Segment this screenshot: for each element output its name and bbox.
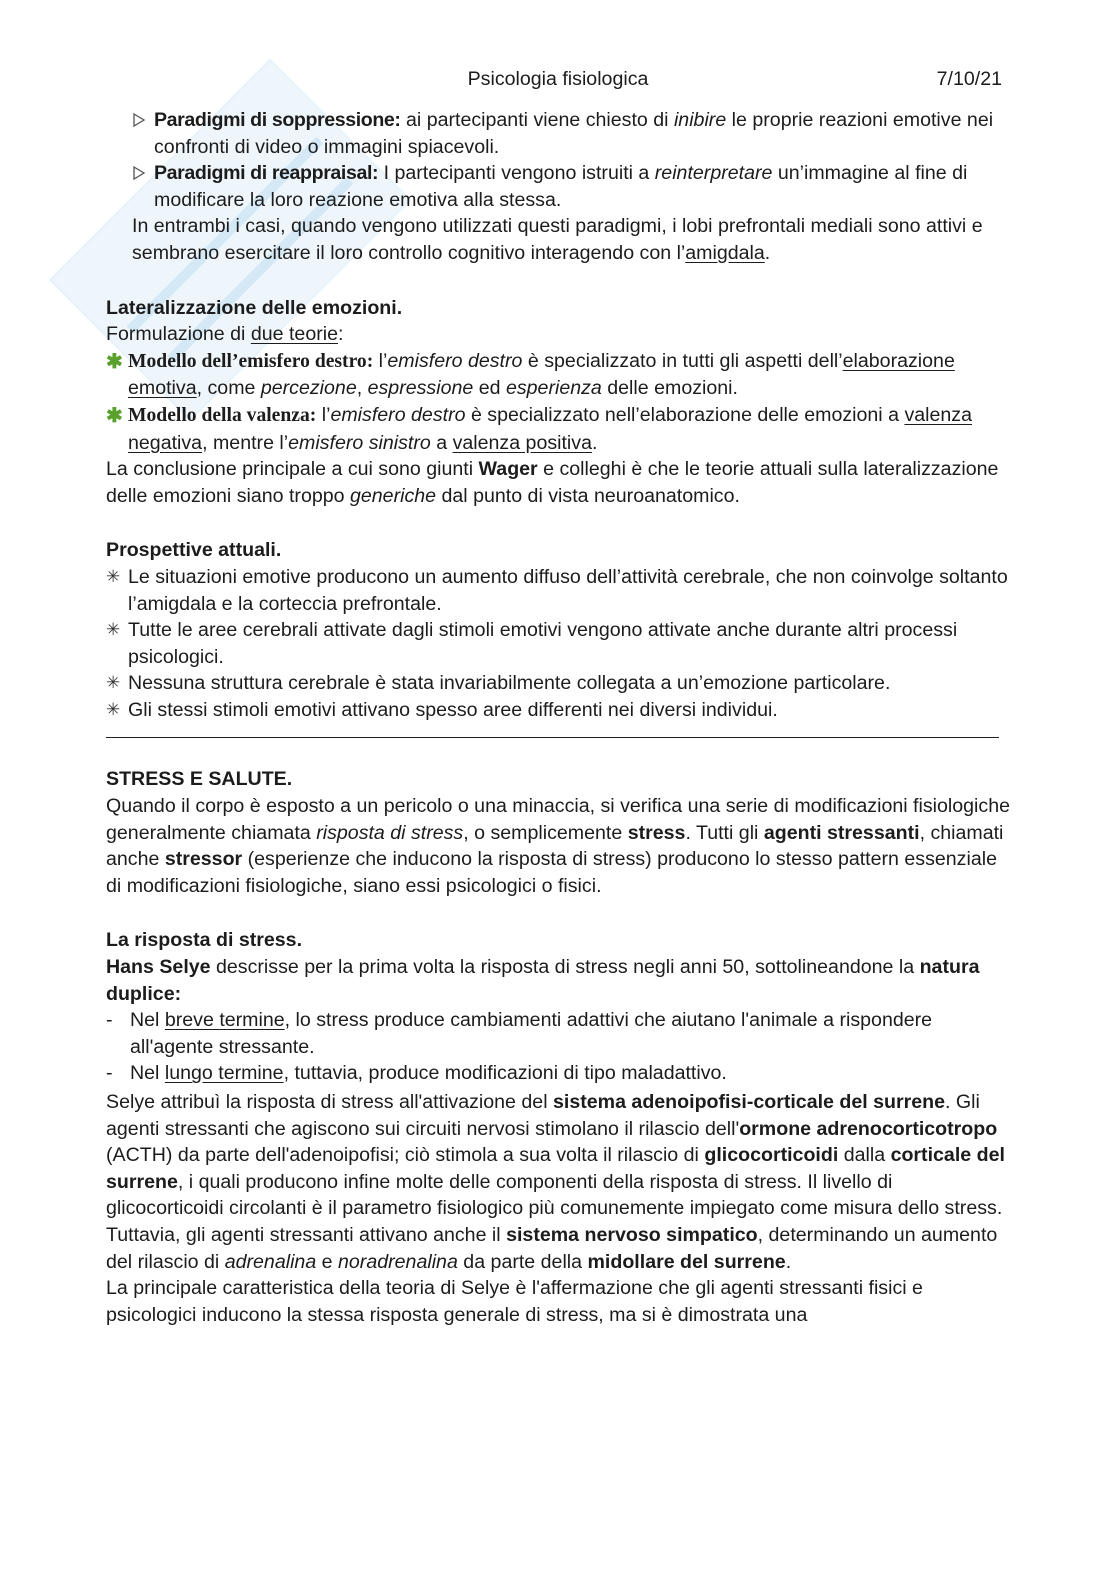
list-item [106,107,1011,160]
emphasis: generiche [349,484,437,507]
dash-bullet: - [106,1009,113,1032]
asterisk-bullet-icon: ✳ [106,673,121,693]
text: è specializzato in tutti gli aspetti dell’ [522,349,843,372]
text: . [764,241,771,264]
text: ai partecipanti viene chiesto di [400,109,674,131]
bold-text: stress [627,821,686,844]
underlined-text: lungo termine [164,1062,284,1085]
paragraph [106,456,1011,509]
text: (ACTH) da parte dell'adenoipofisi; ciò stimola a sua volta il rilascio di [106,1144,705,1167]
text: Tuttavia, gli agenti stressanti attivano anche il [106,1223,507,1246]
list-item [106,348,1011,402]
paragraph [106,954,1011,1007]
text: e colleghi è che le teorie attuali sulla lateralizzazione delle emozioni siano troppo [106,458,999,507]
paragraph [106,213,1011,266]
text: Formulazione di [106,323,251,346]
text: La conclusione principale a cui sono giunti [106,458,479,481]
emphasis: emisfero destro [330,403,466,426]
text: da parte della [457,1250,588,1273]
list-item [106,564,1011,617]
text: , o semplicemente [463,821,628,844]
underlined-text: valenza positiva [452,431,592,454]
emphasis: noradrenalina [338,1250,458,1273]
asterisk-bullet-icon: ✳ [106,620,121,640]
paragraph [106,1275,1011,1328]
document-body [106,107,1011,1328]
text: l’ [316,403,331,426]
bold-text: sistema nervoso simpatico [506,1223,758,1246]
page-title: Psicologia fisiologica [467,68,649,90]
text: I partecipanti vengono istruiti a [378,162,655,185]
text: : [338,323,344,346]
paragraph [106,793,1011,899]
bold-text: Hans Selye [106,956,211,979]
emphasis: esperienza [505,377,602,400]
text: . Tutti gli [685,821,764,844]
paragraph [106,1222,1011,1275]
bold-text: midollare del surrene [587,1250,786,1273]
text: , [356,377,368,400]
dash-bullet: - [106,1062,113,1085]
green-star-icon: ✱ [106,350,123,373]
list-item [106,697,1011,724]
text: è specializzato nell’elaborazione delle emozioni a [465,403,905,426]
emphasis: reinterpretare [654,162,773,185]
bold-text: corticale del surrene [106,1144,1005,1193]
paragraph [106,1089,1011,1222]
list-item [106,1060,1011,1087]
text: . [591,431,598,454]
list-item [106,1007,1011,1060]
text: Tutte le aree cerebrali attivate dagli stimoli emotivi vengono attivate anche durante altri processi psicologici. [128,619,958,668]
text: dalla [838,1144,891,1167]
bold-text: agenti stressanti [763,821,920,844]
emphasis: inibire [673,109,727,131]
text: , mentre l’ [202,431,289,454]
text: . Gli agenti stressanti che agiscono sui circuiti nervosi stimolano il rilascio dell' [106,1091,980,1140]
triangle-bullet-icon [132,111,146,129]
bold-text: sistema adenoipofisi-corticale del surrene [553,1091,946,1113]
bold-text: natura duplice: [106,956,980,1005]
emphasis: percezione [260,377,357,400]
text: . [785,1250,792,1273]
emphasis: emisfero destro [387,349,523,372]
text: Quando il corpo è esposto a un pericolo o una minaccia, si verifica una serie di modificazioni fisiologiche generalmente chiamata [106,795,1010,844]
triangle-bullet-icon [132,164,146,182]
list-item [106,617,1011,670]
emphasis: adrenalina [224,1250,317,1273]
text: le proprie reazioni emotive nei confronti di video o immagini spiacevoli. [154,109,994,158]
bold-text: glicocorticoidi [704,1144,839,1167]
text: Le situazioni emotive producono un aumento diffuso dell’attività cerebrale, che non coinvolge soltanto l’amigdala e la corteccia prefrontale. [128,565,1008,615]
bold-text: ormone adrenocorticotropo [739,1117,998,1140]
text: , determinando un aumento del rilascio di [106,1223,998,1273]
text: Selye attribuì la risposta di stress all'attivazione del [106,1091,553,1113]
item-label: Paradigmi di reappraisal: [154,162,379,185]
item-label: Modello della valenza: [128,404,317,426]
page-header [0,66,1116,94]
bold-text: Wager [478,458,538,481]
item-label: Modello dell’emisfero destro: [128,350,374,372]
section-heading: Prospettive attuali. [106,539,282,562]
paragraph [106,321,1011,348]
section-heading: STRESS E SALUTE. [106,768,293,791]
text: a [430,431,453,454]
emphasis: risposta di stress [316,821,464,844]
emphasis: espressione [367,377,474,400]
page-date: 7/10/21 [936,68,1002,90]
text: La principale caratteristica della teoria di Selye è l'affermazione che gli agenti stressanti fisici e psicologici inducono la stessa risposta generale di stress, ma si è dimostrata una [106,1277,923,1326]
text: Nessuna struttura cerebrale è stata invariabilmente collegata a un’emozione particolare. [128,672,891,695]
text: , chiamati anche [106,821,1004,871]
underlined-text: due teorie [250,323,338,346]
text: un’immagine al fine di modificare la loro reazione emotiva alla stessa. [154,162,968,211]
text: l’ [373,349,388,372]
asterisk-bullet-icon: ✳ [106,566,121,586]
green-star-icon: ✱ [106,404,123,427]
emphasis: emisfero sinistro [288,431,431,454]
underlined-text: valenza negativa [128,403,972,454]
text: Gli stessi stimoli emotivi attivano spesso aree differenti nei diversi individui. [128,698,778,721]
list-item [106,670,1011,697]
list-item [106,160,1011,213]
bold-text: stressor [164,848,243,871]
text: dal punto di vista neuroanatomico. [436,484,740,507]
text: (esperienze che inducono la risposta di stress) producono lo stesso pattern essenziale di modificazioni fisiologiche, siano essi psicologici o fisici. [106,848,997,897]
text: ed [473,377,506,400]
asterisk-bullet-icon: ✳ [106,699,121,719]
text: In entrambi i casi, quando vengono utilizzati questi paradigmi, i lobi prefrontali mediali sono attivi e sembrano esercitare il loro controllo cognitivo interagendo con l’ [132,215,983,264]
text: , tuttavia, produce modificazioni di tipo maladattivo. [283,1062,727,1085]
section-heading: Lateralizzazione delle emozioni. [106,296,403,319]
text: , i quali producono infine molte delle componenti della risposta di stress. Il livello di glicocorticoidi circolanti è il parametro fisiologico più comunemente impiegato come misura dello stress. [106,1170,1003,1220]
item-label: Paradigmi di soppressione: [154,109,401,131]
text: Nel [130,1009,165,1032]
text: delle emozioni. [601,377,738,400]
underlined-text: elaborazione emotiva [128,349,955,400]
text: , lo stress produce cambiamenti adattivi che aiutano l'animale a rispondere all'agente stressante. [130,1009,933,1058]
text: , come [196,377,261,400]
list-item [106,402,1011,456]
text: Nel [130,1062,165,1085]
underlined-text: amigdala [685,241,765,264]
text: descrisse per la prima volta la risposta di stress negli anni 50, sottolineandone la [210,956,920,979]
section-heading: La risposta di stress. [106,929,303,952]
text: e [316,1250,339,1273]
underlined-text: breve termine [164,1009,285,1032]
